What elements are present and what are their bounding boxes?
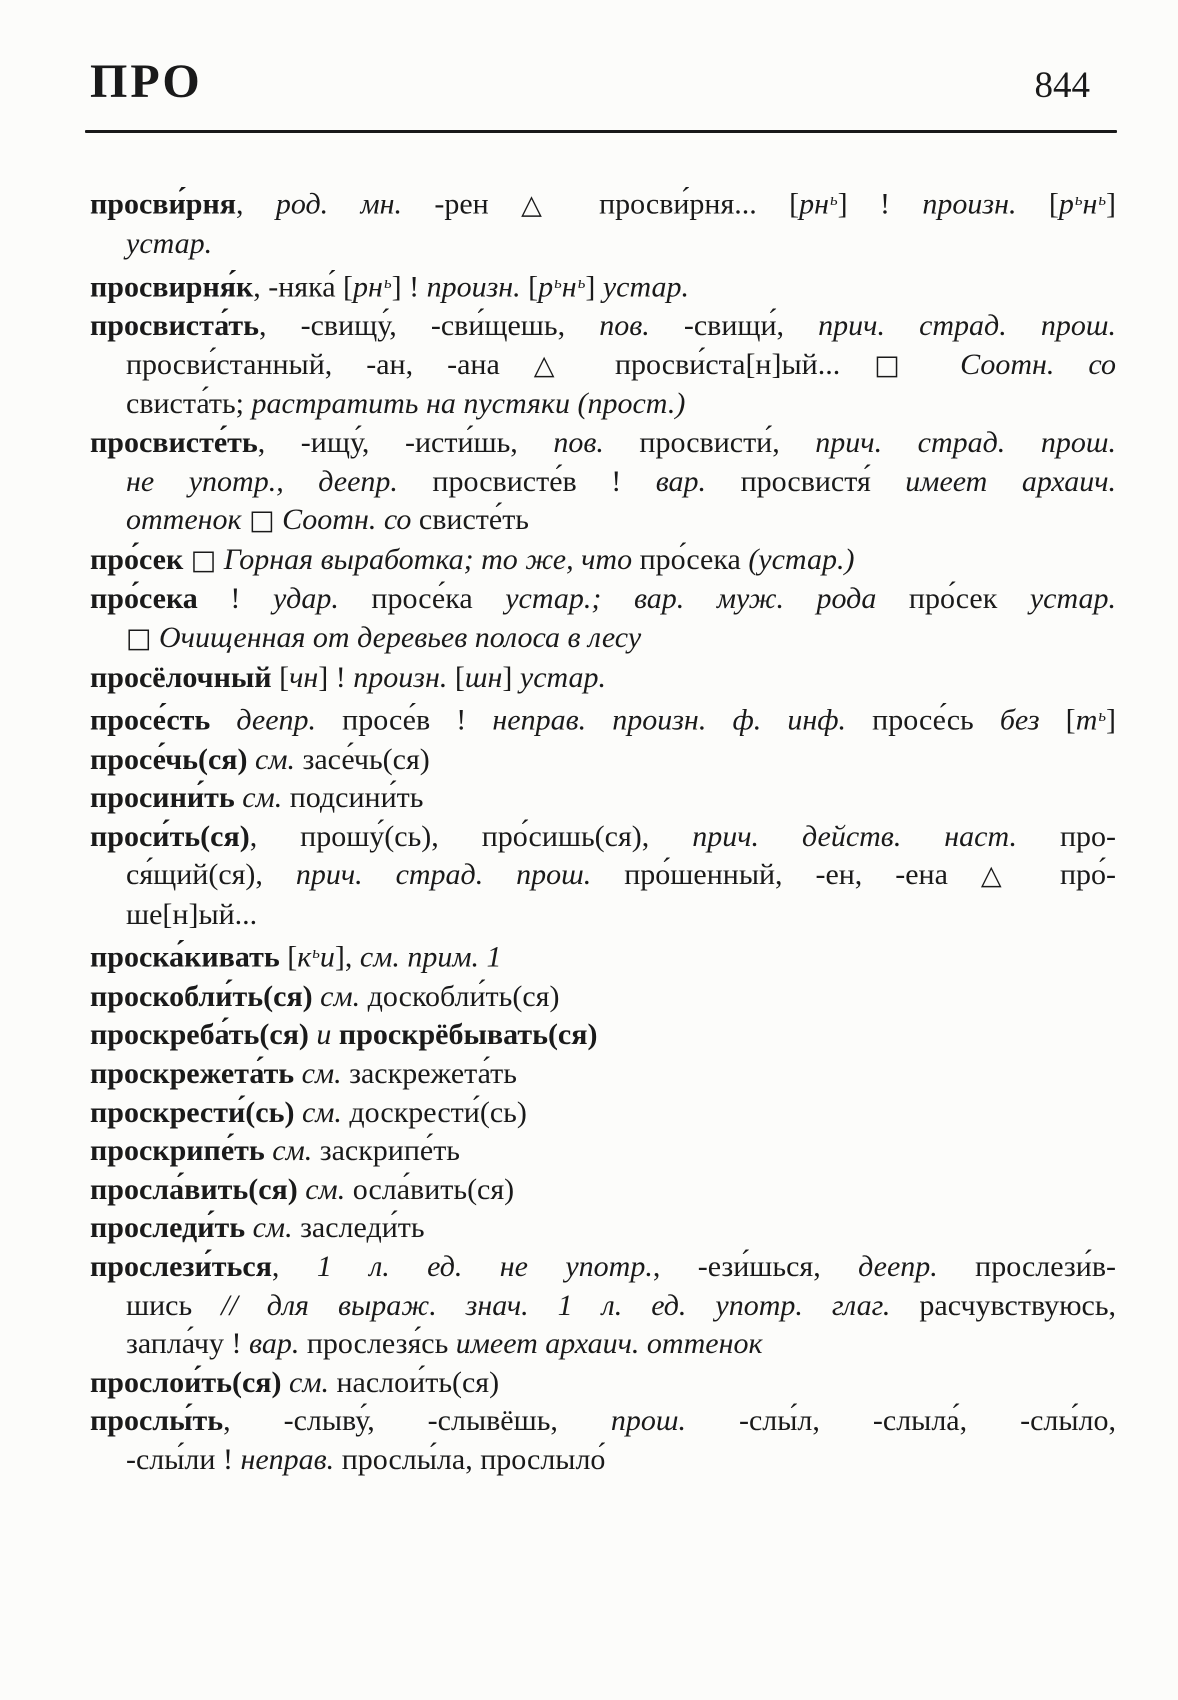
dictionary-entry: [90, 1016, 1116, 1055]
dictionary-entry: [90, 818, 1116, 935]
entry-line: [90, 181, 1116, 225]
dictionary-entry: [90, 779, 1116, 818]
grammar-label: к: [297, 941, 312, 975]
grammar-label: см.: [301, 1095, 342, 1129]
grammar-label: прич. страд. прош.: [815, 426, 1117, 460]
entry-text: ,: [271, 1249, 317, 1283]
entry-text: !: [197, 582, 273, 616]
entry-line: [90, 346, 1116, 386]
entry-text: про-: [1017, 819, 1117, 853]
entry-text: , -ези́шься,: [652, 1249, 859, 1283]
grammar-label: род. мн.: [275, 187, 403, 221]
entry-text: шись: [126, 1288, 222, 1322]
grammar-label: Очищенная от деревьев полоса в лесу: [159, 621, 642, 654]
entry-line: [90, 424, 1116, 463]
entry-text: [183, 543, 191, 576]
entry-text: ],: [334, 941, 360, 975]
soft-sign-superscript: ь: [554, 272, 562, 292]
entry-line: [90, 264, 1116, 307]
grammar-label: устар.: [1029, 582, 1117, 616]
soft-sign-superscript: ь: [577, 272, 586, 292]
grammar-label: имеет архаич.: [905, 464, 1117, 498]
dictionary-entry: [90, 1132, 1116, 1171]
grammar-label: см.: [255, 742, 295, 776]
grammar-label: н: [1082, 187, 1098, 221]
entry-text: осла́вить(ся): [345, 1172, 515, 1206]
grammar-label: см.: [272, 1134, 313, 1168]
dictionary-entry: [90, 181, 1116, 264]
entry-text: -слы́ли !: [126, 1442, 241, 1476]
entry-text: , прошу́(сь), про́сишь(ся),: [249, 819, 693, 853]
entry-line: [90, 1132, 1116, 1171]
grammar-label: произн.: [922, 187, 1017, 221]
square-symbol-icon: □: [249, 505, 275, 537]
entry-text: ,: [235, 187, 276, 221]
entry-text: [: [271, 660, 290, 694]
entry-text: [: [1016, 187, 1059, 221]
headword-text: проскобли́ть(ся): [90, 979, 313, 1013]
grammar-label: устар.: [126, 227, 213, 261]
entry-text: [210, 704, 236, 737]
grammar-label: см.: [252, 1211, 293, 1245]
entry-text: прослы́ла, прослыло́: [334, 1442, 606, 1476]
headword-text: прослои́ть(ся): [90, 1365, 282, 1399]
entry-text: , -свищу́, -сви́щешь,: [259, 309, 600, 343]
entry-text: [331, 1018, 339, 1051]
entry-line: [90, 896, 1116, 935]
entry-text: просвисте́в !: [397, 464, 656, 498]
square-symbol-icon: □: [126, 623, 152, 654]
grammar-label: устар.: [519, 660, 607, 694]
headword-text: прослы́ть: [90, 1404, 224, 1438]
grammar-label: рн: [799, 187, 830, 221]
entry-text: [245, 1211, 253, 1244]
soft-sign-superscript: ь: [1098, 706, 1106, 726]
grammar-label: произн.: [426, 270, 521, 304]
entry-text: [275, 503, 283, 536]
entry-text: [: [279, 941, 298, 975]
entry-line: [90, 463, 1116, 502]
grammar-label: 1 л. ед. не употр.: [316, 1249, 653, 1283]
headword-text: проскрёбывать(ся): [338, 1018, 598, 1052]
headword-text: просини́ть: [90, 781, 235, 815]
headword-text: проскреба́ть(ся): [90, 1018, 309, 1052]
dictionary-entry: [90, 580, 1116, 658]
entry-text: , -ищу́, -исти́шь,: [257, 426, 554, 460]
headword-text: просла́вить(ся): [90, 1172, 298, 1206]
grammar-label: рн: [353, 270, 383, 304]
entry-text: [216, 543, 224, 576]
dictionary-entry: [90, 1055, 1116, 1094]
grammar-label: см.: [301, 1057, 342, 1090]
dictionary-entry: [90, 659, 1116, 698]
entry-line: [90, 659, 1116, 698]
entry-line: [90, 307, 1116, 346]
grammar-label: чн: [289, 660, 319, 694]
headword-text: проскрести́(сь): [90, 1095, 295, 1129]
headword-text: прослези́ться: [90, 1249, 272, 1283]
grammar-label: оттенок: [126, 503, 250, 537]
grammar-label: см. прим. 1: [359, 941, 502, 975]
entry-text: ]: [585, 270, 603, 304]
entry-text: ] !: [318, 660, 354, 694]
headword-text: просви́рня: [90, 187, 236, 221]
dictionary-entry: [90, 541, 1116, 581]
entry-text: про́сека: [632, 542, 749, 576]
grammar-label: удар.: [272, 582, 339, 616]
dictionary-entry: [90, 1171, 1116, 1210]
entry-line: [90, 741, 1116, 780]
entry-text: -свищи́,: [649, 309, 819, 343]
dictionary-entry: [90, 264, 1116, 307]
grammar-label: Соотн. со: [282, 503, 412, 537]
entry-text: [: [520, 270, 539, 304]
entry-line: [90, 1016, 1116, 1055]
dictionary-entry: [90, 1094, 1116, 1133]
entry-line: [90, 934, 1116, 977]
triangle-symbol-icon: △: [980, 860, 1028, 892]
entry-text: [926, 348, 960, 381]
triangle-symbol-icon: △: [521, 189, 567, 221]
dictionary-entry: [90, 1209, 1116, 1248]
entry-text: про́-: [1027, 858, 1117, 892]
grammar-label: произн.: [353, 660, 448, 694]
soft-sign-superscript: ь: [312, 943, 320, 963]
page-header: [90, 55, 1090, 108]
soft-sign-superscript: ь: [1074, 190, 1083, 209]
triangle-symbol-icon: △: [533, 349, 582, 381]
entry-line: [90, 1441, 1116, 1480]
entry-text: просви́станный, -ан, -ана: [126, 347, 534, 381]
entry-text: запла́чу !: [126, 1327, 249, 1361]
entry-text: [601, 582, 634, 615]
entry-line: [90, 580, 1116, 619]
entry-line: [90, 818, 1116, 857]
grammar-label: неправ. произн. ф. инф.: [492, 703, 847, 737]
headword-text: просвирня́к: [90, 270, 254, 304]
grammar-label: шн: [464, 660, 503, 694]
grammar-label: не употр., деепр.: [126, 464, 398, 498]
headword-text: просёлочный: [90, 660, 272, 694]
entry-line: [90, 1287, 1116, 1326]
entry-line: [90, 501, 1116, 541]
entry-text: просе́в !: [316, 703, 493, 737]
headword-text: проска́кивать: [90, 941, 280, 975]
grammar-label: и: [316, 1018, 332, 1052]
entry-text: свисте́ть: [411, 503, 529, 537]
grammar-label: вар.: [655, 464, 707, 498]
grammar-label: прич. страд. прош.: [295, 858, 592, 892]
entry-line: [90, 1325, 1116, 1364]
entry-line: [90, 1055, 1116, 1094]
grammar-label: имеет архаич. оттенок: [455, 1327, 763, 1361]
entry-text: просви́рня... [: [566, 187, 800, 221]
dictionary-entry: [90, 1402, 1116, 1479]
grammar-label: вар.: [249, 1327, 300, 1361]
grammar-label: // для выраж. знач. 1 л. ед. употр. глаг.: [221, 1288, 891, 1322]
entry-text: ] !: [391, 270, 427, 304]
grammar-label: устар.;: [505, 582, 602, 616]
entry-text: заследи́ть: [292, 1211, 425, 1245]
entry-text: про́шенный, -ен, -ена: [591, 858, 981, 892]
entry-text: ] !: [837, 187, 923, 221]
entries-column: [90, 181, 1116, 1480]
dictionary-entry: [90, 307, 1116, 424]
grammar-label: без: [999, 703, 1040, 737]
entry-text: доскрести́(сь): [341, 1095, 527, 1129]
entry-line: [90, 1094, 1116, 1133]
entry-text: , -няка́ [: [253, 270, 354, 304]
entry-text: засе́чь(ся): [295, 742, 430, 776]
entry-line: [90, 978, 1116, 1017]
entry-text: [152, 621, 160, 654]
entry-text: просвисти́,: [603, 426, 816, 460]
entry-line: [90, 697, 1116, 740]
page-number: 844: [1034, 65, 1090, 106]
grammar-label: см.: [289, 1365, 329, 1399]
grammar-label: и: [319, 941, 335, 975]
header-rule: [85, 130, 1117, 133]
entry-text: расчувствуюсь,: [890, 1288, 1116, 1322]
entry-text: заскрипе́ть: [312, 1134, 460, 1168]
grammar-label: неправ.: [240, 1442, 335, 1476]
grammar-label: р: [538, 270, 554, 304]
entry-text: просвистя́: [706, 464, 906, 498]
entry-text: ся́щий(ся),: [126, 858, 296, 892]
grammar-label: растратить на пустяки (прост.): [251, 387, 686, 421]
grammar-label: Горная выработка; то же, что: [223, 542, 633, 576]
entry-line: [90, 385, 1116, 424]
entry-line: [90, 1248, 1116, 1287]
headword-text: про́сек: [90, 542, 184, 576]
grammar-label: см.: [242, 781, 283, 815]
dictionary-entry: [90, 1248, 1116, 1364]
entry-text: доскобли́ть(ся): [360, 979, 560, 1013]
headword-text: просвиста́ть: [90, 309, 260, 343]
grammar-label: деепр.: [858, 1249, 938, 1283]
entry-line: [90, 619, 1116, 659]
entry-text: просви́ста[н]ый...: [581, 347, 875, 381]
entry-line: [90, 541, 1116, 581]
grammar-label: пов.: [553, 426, 604, 460]
headword-text: проскрипе́ть: [90, 1134, 265, 1168]
headword-text: проси́ть(ся): [90, 819, 250, 853]
entry-text: заскрежета́ть: [341, 1057, 517, 1090]
entry-line: [90, 225, 1116, 264]
entry-line: [90, 1364, 1116, 1403]
entry-text: [248, 743, 256, 776]
grammar-label: устар.: [602, 270, 689, 304]
entry-line: [90, 1171, 1116, 1210]
entry-text: ше[н]ый...: [126, 897, 258, 931]
grammar-label: вар. муж. рода: [633, 582, 877, 616]
dictionary-entry: [90, 697, 1116, 740]
entry-text: [282, 1366, 290, 1399]
entry-text: ]: [1106, 703, 1116, 737]
grammar-label: н: [561, 270, 577, 304]
grammar-label: см.: [320, 979, 361, 1013]
square-symbol-icon: □: [874, 349, 927, 381]
dictionary-entry: [90, 1364, 1116, 1403]
soft-sign-superscript: ь: [1098, 190, 1106, 209]
entry-text: просе́ка: [338, 582, 506, 616]
entry-text: ]: [502, 660, 520, 694]
dictionary-entry: [90, 424, 1116, 541]
entry-text: -рен: [402, 187, 522, 221]
entry-text: ]: [1106, 187, 1116, 221]
entry-line: [90, 1209, 1116, 1248]
soft-sign-superscript: ь: [383, 272, 392, 292]
headword-text: про́сека: [90, 582, 198, 616]
dictionary-entry: [90, 978, 1116, 1017]
grammar-label: см.: [305, 1172, 346, 1206]
grammar-label: деепр.: [236, 703, 317, 737]
entry-text: про́сек: [876, 582, 1030, 616]
entry-line: [90, 1402, 1116, 1441]
entry-line: [90, 779, 1116, 818]
headword-text: просвисте́ть: [90, 426, 258, 460]
grammar-label: прич. действ. наст.: [692, 819, 1018, 853]
grammar-label: прош.: [610, 1404, 687, 1438]
section-title: ПРО: [90, 55, 203, 108]
square-symbol-icon: □: [190, 544, 217, 576]
headword-text: просе́чь(ся): [90, 742, 248, 776]
entry-text: прослезя́сь: [299, 1327, 456, 1361]
entry-text: , -слыву́, -слывёшь,: [223, 1404, 611, 1438]
entry-text: [: [1039, 703, 1076, 737]
grammar-label: т: [1075, 703, 1098, 737]
grammar-label: прич. страд. прош.: [818, 309, 1116, 343]
headword-text: просе́сть: [90, 703, 211, 737]
entry-line: [90, 856, 1116, 896]
entry-text: подсини́ть: [282, 781, 424, 815]
entry-text: прослези́в-: [937, 1249, 1116, 1283]
entry-text: [: [447, 660, 465, 694]
dictionary-entry: [90, 741, 1116, 780]
entry-text: наслои́ть(ся): [329, 1365, 500, 1399]
dictionary-entry: [90, 934, 1116, 977]
grammar-label: пов.: [599, 309, 650, 343]
entry-text: свиста́ть;: [126, 387, 252, 421]
grammar-label: р: [1058, 187, 1074, 221]
entry-text: [294, 1096, 302, 1129]
soft-sign-superscript: ь: [830, 190, 838, 209]
entry-text: -слы́л, -слыла́, -слы́ло,: [686, 1404, 1116, 1438]
headword-text: проследи́ть: [90, 1211, 246, 1245]
grammar-label: (устар.): [748, 542, 855, 576]
headword-text: проскрежета́ть: [90, 1057, 295, 1090]
entry-text: [294, 1057, 302, 1090]
grammar-label: Соотн. со: [960, 347, 1116, 381]
entry-text: просе́сь: [846, 703, 1000, 737]
